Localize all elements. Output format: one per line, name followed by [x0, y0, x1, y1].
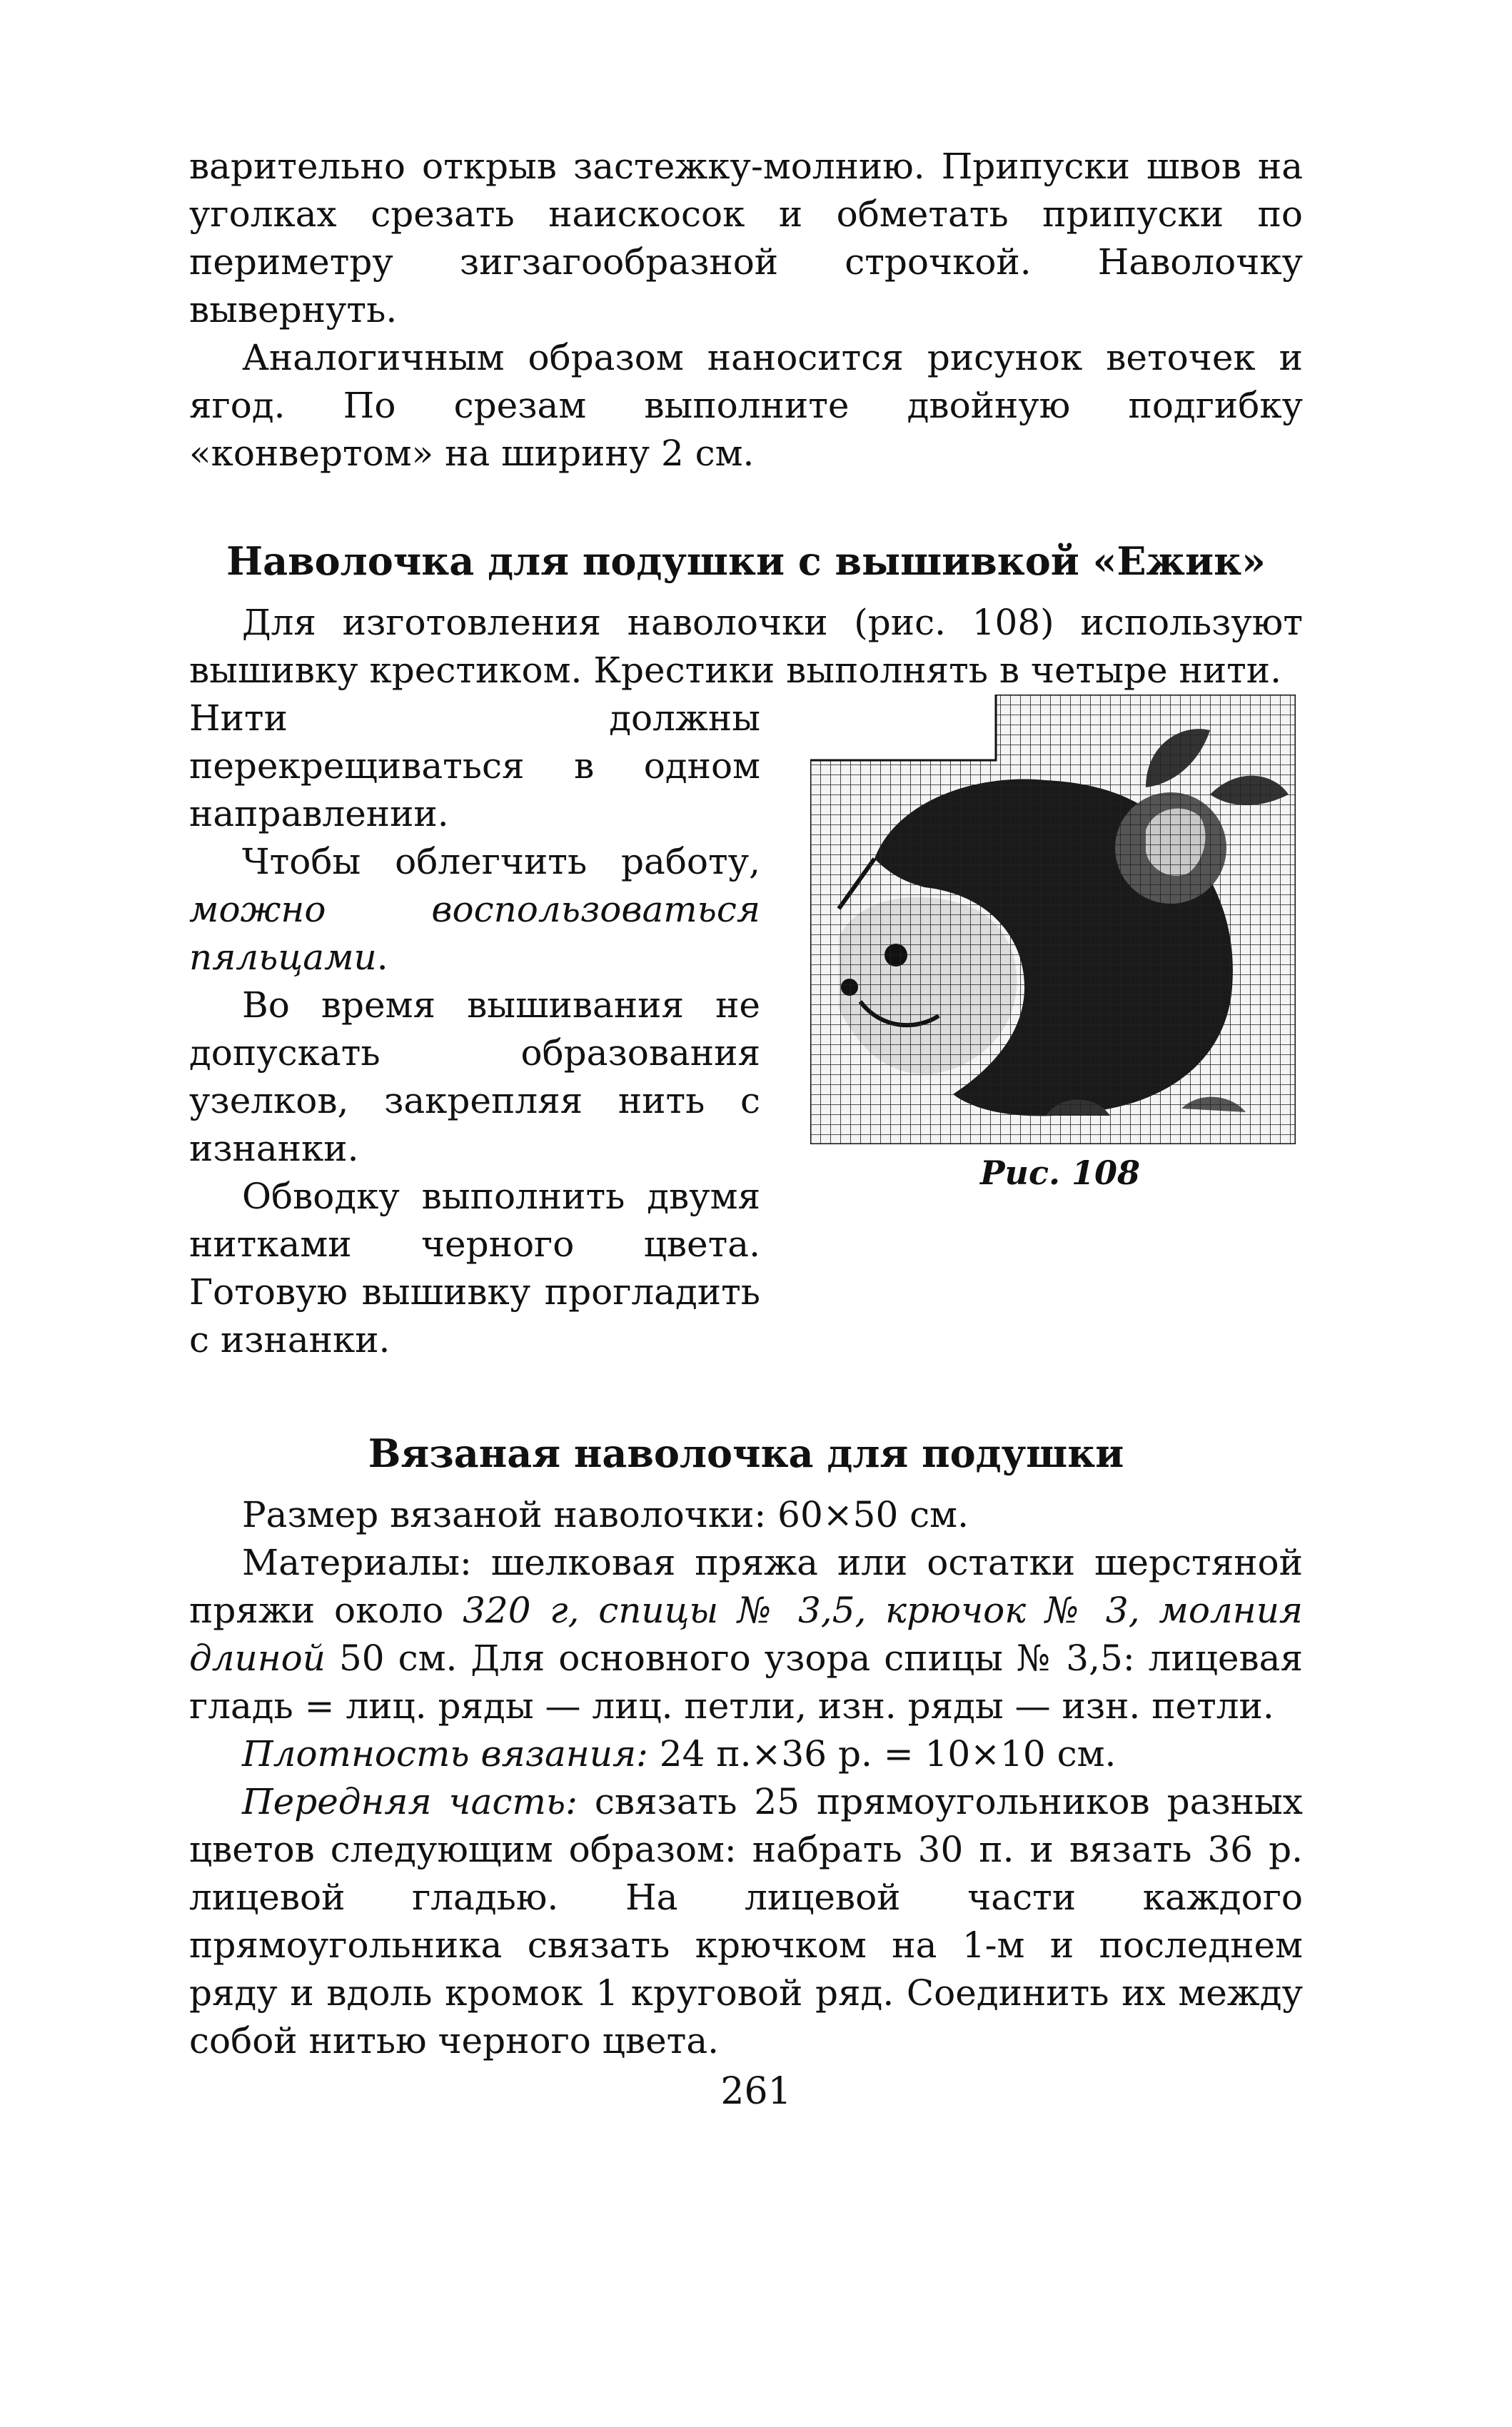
knit-paragraph-3	[189, 1730, 1303, 1778]
figure-caption: Рис. 108	[979, 1154, 1141, 1192]
knit-p4-label: Передняя часть:	[242, 1781, 578, 1822]
ezhik-p3-italic: можно воспользоваться пяльцами	[189, 889, 760, 978]
knit-paragraph-4	[189, 1778, 1303, 2065]
knit-p2-a: Материалы: шелковая пряжа или остатки шерстяной пряжи около	[189, 1542, 1303, 1631]
page-number: 261	[720, 2070, 792, 2113]
ezhik-text-column	[189, 695, 760, 1364]
ezhik-paragraph-5: Обводку выполнить двумя нитками черного цвета. Готовую вышивку прогладить с изнанки.	[189, 1176, 760, 1361]
hedgehog-cross-stitch-chart	[810, 695, 1296, 1144]
section-heading-ezhik: Наволочка для подушки с вышивкой «Ежик»	[226, 538, 1266, 584]
page-body	[189, 143, 1303, 2065]
ezhik-paragraph-2: Нити должны перекрещиваться в одном направлении.	[189, 697, 760, 834]
knit-paragraph-2	[189, 1539, 1303, 1730]
figure-108	[810, 695, 1310, 1194]
ezhik-p3-end: .	[376, 937, 388, 978]
ezhik-figure-block	[189, 695, 1303, 1364]
ezhik-paragraph-3	[189, 838, 760, 982]
knit-p3-label: Плотность вязания:	[242, 1733, 648, 1775]
knit-p2-c: 50 см. Для основного узора спицы № 3,5: лицевая гладь = лиц. ряды — лиц. петли, изн. ряды — изн. петли.	[189, 1638, 1303, 1727]
ezhik-p3-plain: Чтобы облегчить работу,	[242, 841, 760, 882]
ezhik-paragraph-4: Во время вышивания не допускать образования узелков, закрепляя нить с изнанки.	[189, 984, 760, 1169]
intro-paragraph-1: варительно открыв застежку-молнию. Припуски швов на уголках срезать наискосок и обметать припуски по периметру зигзагообразной строчкой. Наволочку вывернуть.	[189, 146, 1303, 331]
section-heading-knit: Вязаная наволочка для подушки	[368, 1431, 1124, 1476]
ezhik-paragraph-1: Для изготовления наволочки (рис. 108) используют вышивку крестиком. Крестики выполнять в четыре нити.	[189, 602, 1303, 691]
knit-p2-italic: 320 г, спицы № 3,5, крючок № 3, молния длиной	[189, 1590, 1303, 1679]
knit-paragraph-1: Размер вязаной наволочки: 60×50 см.	[242, 1494, 969, 1535]
knit-p3-text: 24 п.×36 р. = 10×10 см.	[647, 1733, 1117, 1775]
intro-paragraph-2: Аналогичным образом наносится рисунок веточек и ягод. По срезам выполните двойную подгибку «конвертом» на ширину 2 см.	[189, 337, 1303, 474]
knit-p4-text: связать 25 прямоугольников разных цветов следующим образом: набрать 30 п. и вязать 36 р. лицевой гладью. На лицевой части каждого прямоугольника связать крючком на 1-м и последнем ряду и вдоль кромок 1 круговой ряд. Соединить их между собой нитью черного цвета.	[189, 1781, 1303, 2062]
